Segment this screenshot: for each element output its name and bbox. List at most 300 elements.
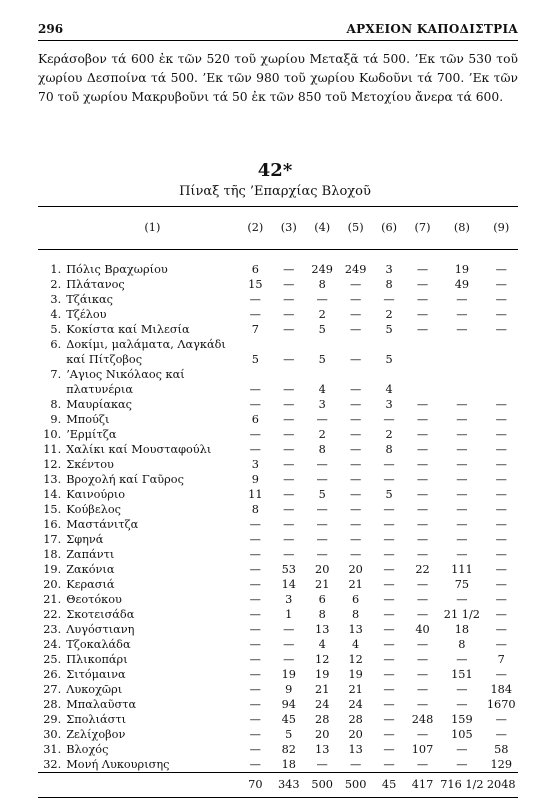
place-name: Μαυρίακας (66, 398, 132, 411)
value-cell: 6 (251, 413, 259, 426)
totals-label (66, 773, 238, 798)
value-cell: 2 (318, 428, 326, 441)
value-cell: — (416, 548, 429, 561)
value-cell: — (416, 503, 429, 516)
value-cell: — (495, 503, 507, 516)
page-number: 296 (38, 22, 64, 36)
place-name: Τζάικας (66, 293, 113, 306)
value-cell: 1670 (486, 698, 516, 711)
value-cell: — (383, 578, 395, 591)
row-number: 16. (43, 518, 62, 531)
value-cell: — (416, 278, 429, 291)
row-number: 12. (43, 458, 62, 471)
value-cell: 5 (385, 488, 393, 501)
value-cell: — (249, 563, 261, 576)
value-cell: — (249, 293, 261, 306)
value-cell: — (349, 413, 362, 426)
table-row (38, 487, 518, 502)
value-cell: — (283, 353, 295, 366)
value-cell: — (416, 518, 429, 531)
place-name: Πλάτανος (66, 278, 125, 291)
value-cell (339, 367, 372, 382)
value-cell: — (383, 503, 395, 516)
value-cell: 13 (315, 743, 330, 756)
value-cell: — (283, 398, 295, 411)
value-cell: 20 (348, 728, 363, 741)
place-name: Ζαπάντι (66, 548, 115, 561)
row-number: 13. (43, 473, 62, 486)
value-cell: — (349, 473, 362, 486)
value-cell: — (495, 518, 507, 531)
value-cell: 8 (385, 278, 393, 291)
value-cell: — (383, 533, 395, 546)
value-cell: — (283, 413, 295, 426)
value-cell: 4 (318, 383, 326, 396)
value-cell: — (416, 263, 429, 276)
place-name: Μπούζι (66, 413, 110, 426)
value-cell: — (456, 758, 468, 771)
place-name: Βλοχός (66, 743, 109, 756)
value-cell: — (456, 293, 468, 306)
table-row (38, 502, 518, 517)
value-cell: 6 (251, 263, 259, 276)
value-cell (439, 352, 484, 367)
value-cell: 13 (315, 623, 330, 636)
value-cell: — (495, 548, 507, 561)
value-cell (406, 367, 439, 382)
value-cell: 111 (451, 563, 473, 576)
total-cell: 343 (272, 773, 305, 798)
row-number: 28. (43, 698, 62, 711)
value-cell: — (383, 413, 395, 426)
value-cell: 105 (451, 728, 473, 741)
total-cell: 500 (305, 773, 338, 798)
value-cell: 18 (454, 623, 470, 636)
value-cell: 21 (315, 578, 330, 591)
value-cell: 20 (315, 728, 330, 741)
value-cell: 4 (352, 638, 360, 651)
value-cell: — (249, 383, 261, 396)
value-cell: — (383, 458, 395, 471)
value-cell: — (416, 668, 429, 681)
place-name: ’Αγιος Νικόλαος καί (66, 368, 185, 381)
table-body (38, 250, 518, 773)
value-cell: — (383, 293, 395, 306)
row-number: 10. (43, 428, 62, 441)
value-cell: — (383, 698, 395, 711)
value-cell: 20 (315, 563, 330, 576)
value-cell: — (456, 413, 468, 426)
value-cell: 19 (454, 263, 470, 276)
row-number: 5. (50, 323, 62, 336)
table-row (38, 562, 518, 577)
value-cell: 3 (385, 263, 393, 276)
table-row (38, 727, 518, 742)
intro-paragraph (38, 50, 518, 107)
col-header: (2) (239, 207, 272, 250)
value-cell: — (249, 533, 261, 546)
value-cell: — (349, 488, 362, 501)
value-cell: — (456, 533, 468, 546)
value-cell: — (316, 293, 328, 306)
row-number: 3. (50, 293, 62, 306)
value-cell: — (249, 728, 261, 741)
value-cell: — (316, 503, 328, 516)
row-number: 1. (50, 263, 62, 276)
total-cell: 70 (239, 773, 272, 798)
value-cell: — (495, 563, 507, 576)
place-name: ’Ερμίτζα (66, 428, 117, 441)
value-cell: — (495, 263, 507, 276)
value-cell: — (495, 293, 507, 306)
row-number: 2. (50, 278, 62, 291)
value-cell (406, 352, 439, 367)
value-cell: — (383, 563, 395, 576)
value-cell: — (416, 458, 429, 471)
district-table (38, 206, 518, 798)
value-cell: 28 (315, 713, 330, 726)
row-number: 20. (43, 578, 62, 591)
value-cell: — (283, 488, 295, 501)
value-cell: — (316, 473, 328, 486)
table-row (38, 532, 518, 547)
value-cell: — (495, 428, 507, 441)
value-cell: 22 (415, 563, 430, 576)
value-cell: — (495, 278, 507, 291)
table-row (38, 682, 518, 697)
row-number: 11. (43, 443, 62, 456)
value-cell: 7 (497, 653, 505, 666)
table-row (38, 367, 518, 382)
place-name: Σπολιάστι (66, 713, 127, 726)
value-cell: — (495, 458, 507, 471)
value-cell: 53 (281, 563, 296, 576)
place-name: Ζακόνια (66, 563, 115, 576)
value-cell: — (283, 278, 295, 291)
col-header: (8) (439, 207, 484, 250)
value-cell: 159 (451, 713, 473, 726)
page-header (38, 22, 518, 41)
value-cell: — (283, 383, 295, 396)
place-name: Τζοκαλάδα (66, 638, 131, 651)
value-cell: 21 1/2 (443, 608, 480, 621)
value-cell: — (283, 548, 295, 561)
value-cell: 12 (348, 653, 363, 666)
value-cell: 24 (348, 698, 363, 711)
table-row (38, 712, 518, 727)
value-cell: — (416, 608, 429, 621)
place-name: Μαστάνιτζα (66, 518, 139, 531)
value-cell: 58 (494, 743, 509, 756)
value-cell: — (383, 473, 395, 486)
place-name: Μπαλαῦστα (66, 698, 137, 711)
place-name: Σκέντου (66, 458, 114, 471)
value-cell: — (249, 683, 261, 696)
value-cell: — (416, 758, 429, 771)
value-cell: 28 (348, 713, 363, 726)
value-cell: 19 (281, 668, 296, 681)
value-cell: — (249, 638, 261, 651)
value-cell: — (416, 698, 429, 711)
value-cell: — (416, 683, 429, 696)
value-cell: — (495, 638, 507, 651)
table-row (38, 547, 518, 562)
row-number: 8. (50, 398, 62, 411)
value-cell: — (456, 683, 468, 696)
value-cell: — (456, 458, 468, 471)
value-cell: — (349, 758, 362, 771)
value-cell: 18 (281, 758, 296, 771)
value-cell: — (416, 473, 429, 486)
value-cell (485, 382, 518, 397)
value-cell: — (349, 443, 362, 456)
table-row (38, 337, 518, 352)
value-cell: — (349, 398, 362, 411)
value-cell: 107 (411, 743, 434, 756)
value-cell: — (383, 518, 395, 531)
table-row (38, 442, 518, 457)
table-row (38, 457, 518, 472)
value-cell: 20 (348, 563, 363, 576)
value-cell: 8 (352, 608, 360, 621)
value-cell: — (416, 428, 429, 441)
row-number (38, 352, 66, 367)
table-row (38, 697, 518, 712)
table-header-row (38, 207, 518, 250)
value-cell: — (495, 488, 507, 501)
value-cell: — (456, 743, 468, 756)
value-cell: — (283, 308, 295, 321)
value-cell: — (495, 623, 507, 636)
totals-index (38, 773, 66, 798)
value-cell: — (249, 698, 261, 711)
value-cell: — (495, 308, 507, 321)
value-cell: — (249, 443, 261, 456)
value-cell: — (416, 653, 429, 666)
value-cell: 8 (318, 443, 326, 456)
value-cell: — (456, 548, 468, 561)
value-cell (485, 367, 518, 382)
value-cell: — (456, 593, 468, 606)
value-cell: — (416, 728, 429, 741)
value-cell: — (456, 518, 468, 531)
row-number: 23. (43, 623, 62, 636)
value-cell: — (249, 578, 261, 591)
row-number: 24. (43, 638, 62, 651)
total-cell: 716 1/2 (439, 773, 484, 798)
document-number: 42* (257, 160, 293, 181)
value-cell: — (456, 308, 468, 321)
col-header: (7) (406, 207, 439, 250)
value-cell: 94 (281, 698, 296, 711)
value-cell: — (495, 398, 507, 411)
value-cell: — (456, 698, 468, 711)
value-cell: 5 (318, 323, 326, 336)
value-cell: — (249, 398, 261, 411)
row-number: 25. (43, 653, 62, 666)
row-number: 18. (43, 548, 62, 561)
table-row (38, 637, 518, 652)
value-cell: 24 (315, 698, 330, 711)
value-cell: — (249, 518, 261, 531)
value-cell: — (249, 713, 261, 726)
col-header: (3) (272, 207, 305, 250)
value-cell (439, 337, 484, 352)
value-cell: 3 (385, 398, 393, 411)
value-cell: 5 (318, 353, 326, 366)
value-cell: 1 (285, 608, 293, 621)
value-cell: — (249, 653, 261, 666)
value-cell: — (349, 383, 362, 396)
row-number (38, 382, 66, 397)
value-cell: — (456, 323, 468, 336)
row-number: 27. (43, 683, 62, 696)
value-cell: — (383, 713, 395, 726)
value-cell: — (383, 608, 395, 621)
place-name: Κοκίστα καί Μιλεσία (66, 323, 190, 336)
value-cell: 6 (318, 593, 326, 606)
value-cell: — (416, 308, 429, 321)
place-name: Τζέλου (66, 308, 107, 321)
col-header: (6) (372, 207, 405, 250)
row-number: 31. (43, 743, 62, 756)
table-row (38, 307, 518, 322)
col-header-index (38, 207, 66, 250)
place-name: Χαλίκι καί Μουσταφούλι (66, 443, 212, 456)
col-header: (1) (66, 207, 238, 250)
value-cell (272, 337, 305, 352)
value-cell: — (495, 413, 507, 426)
value-cell: — (416, 293, 429, 306)
place-name: καί Πίτζοβος (66, 353, 143, 366)
value-cell: — (349, 293, 362, 306)
place-name: Σιτόμαινα (66, 668, 126, 681)
value-cell: — (349, 548, 362, 561)
value-cell: — (283, 503, 295, 516)
value-cell: — (416, 323, 429, 336)
value-cell: — (495, 608, 507, 621)
value-cell: — (495, 728, 507, 741)
value-cell: 21 (315, 683, 330, 696)
place-name: Δοκίμι, μαλάματα, Λαγκάδι (66, 338, 226, 351)
value-cell: — (495, 578, 507, 591)
value-cell: — (249, 593, 261, 606)
value-cell: 8 (318, 278, 326, 291)
row-number: 9. (50, 413, 62, 426)
value-cell: — (349, 353, 362, 366)
value-cell: — (283, 473, 295, 486)
row-number: 26. (43, 668, 62, 681)
value-cell: 11 (248, 488, 263, 501)
table-row (38, 592, 518, 607)
row-number: 4. (50, 308, 62, 321)
place-name: Λυγόστιανη (66, 623, 135, 636)
value-cell: 3 (285, 593, 293, 606)
table-row (38, 412, 518, 427)
value-cell: — (495, 533, 507, 546)
value-cell: — (249, 668, 261, 681)
value-cell: — (349, 323, 362, 336)
value-cell: 2 (385, 308, 393, 321)
value-cell: — (383, 668, 395, 681)
total-cell: 45 (372, 773, 405, 798)
value-cell: — (316, 533, 328, 546)
value-cell: 249 (344, 263, 367, 276)
row-number: 6. (50, 338, 62, 351)
place-name: Σφηνά (66, 533, 104, 546)
value-cell: 129 (490, 758, 513, 771)
total-cell: 2048 (485, 773, 518, 798)
value-cell: — (495, 473, 507, 486)
value-cell: 5 (285, 728, 293, 741)
value-cell: — (383, 743, 395, 756)
place-name: πλατυνέρια (66, 383, 133, 396)
row-number: 22. (43, 608, 62, 621)
value-cell: — (283, 623, 295, 636)
value-cell: 7 (251, 323, 259, 336)
value-cell (239, 367, 272, 382)
table-row (38, 517, 518, 532)
value-cell: 14 (281, 578, 296, 591)
value-cell: 5 (385, 323, 393, 336)
value-cell: — (495, 323, 507, 336)
value-cell: 4 (318, 638, 326, 651)
value-cell (339, 337, 372, 352)
place-name: Καινούριο (66, 488, 126, 501)
value-cell (439, 367, 484, 382)
value-cell: 49 (454, 278, 470, 291)
value-cell (272, 367, 305, 382)
value-cell (305, 337, 338, 352)
table-row (38, 472, 518, 487)
table-row (38, 577, 518, 592)
value-cell (439, 382, 484, 397)
value-cell: — (349, 308, 362, 321)
place-name: Πόλις Βραχωρίου (66, 263, 168, 276)
value-cell: — (283, 263, 295, 276)
running-title: ΑΡΧΕΙΟΝ ΚΑΠΟΔΙΣΤΡΙΑ (346, 22, 518, 36)
row-number: 32. (43, 758, 62, 771)
table-row (38, 757, 518, 773)
value-cell (406, 382, 439, 397)
value-cell: — (249, 743, 261, 756)
value-cell (485, 352, 518, 367)
value-cell: — (456, 653, 468, 666)
table-row (38, 352, 518, 367)
value-cell: 75 (454, 578, 470, 591)
value-cell: — (349, 428, 362, 441)
value-cell: 4 (385, 383, 393, 396)
value-cell: — (349, 533, 362, 546)
value-cell: — (383, 653, 395, 666)
table-row (38, 652, 518, 667)
value-cell: — (249, 428, 261, 441)
table-row (38, 742, 518, 757)
row-number: 29. (43, 713, 62, 726)
place-name: Πλικοπάρι (66, 653, 128, 666)
row-number: 30. (43, 728, 62, 741)
value-cell: — (249, 608, 261, 621)
value-cell: 151 (451, 668, 473, 681)
value-cell: 8 (318, 608, 326, 621)
value-cell: — (283, 428, 295, 441)
value-cell: 5 (385, 353, 393, 366)
value-cell: — (495, 593, 507, 606)
place-name: Κερασιά (66, 578, 115, 591)
value-cell: 184 (490, 683, 513, 696)
place-name: Βροχολή καί Γαῦρος (66, 473, 184, 486)
value-cell: — (349, 278, 362, 291)
